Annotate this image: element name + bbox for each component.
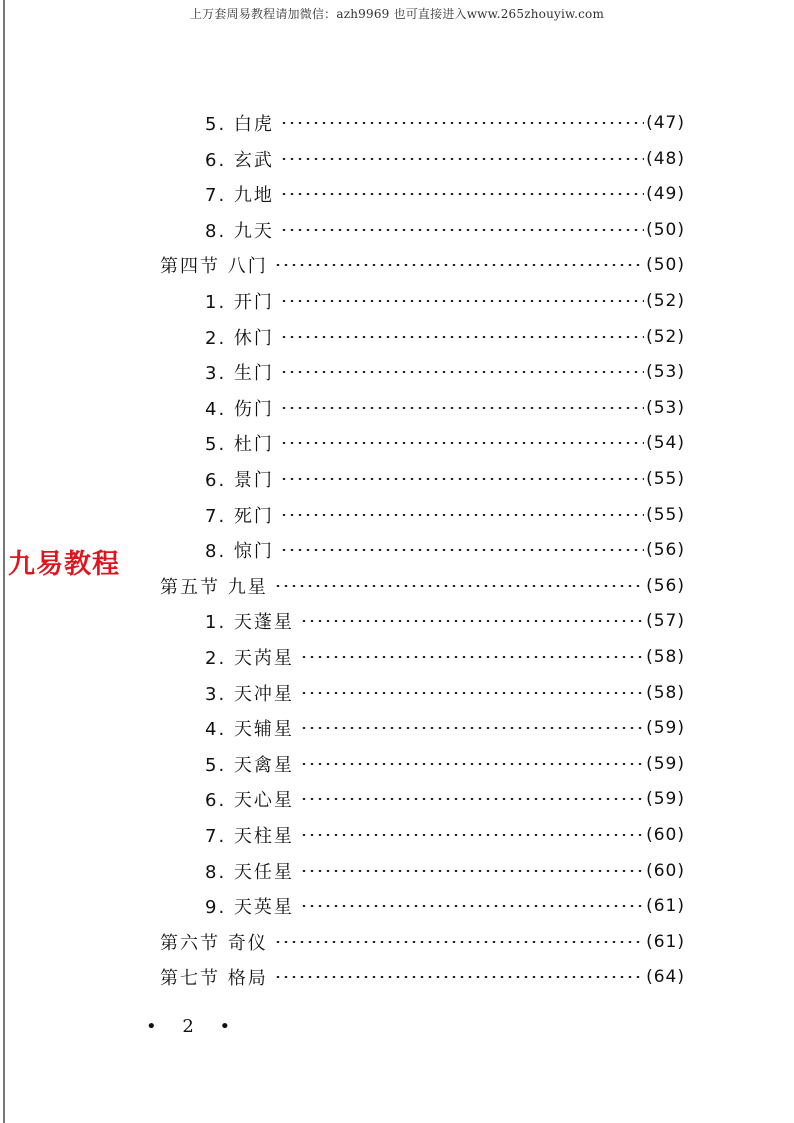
toc-page-number: (53): [646, 397, 685, 418]
toc-page-number: (58): [646, 647, 685, 667]
toc-entry-label: 6. 天心星: [205, 790, 294, 812]
toc-page-number: (48): [646, 148, 685, 169]
toc-entry-label: 8. 九天: [205, 220, 274, 242]
toc-page-number: (47): [646, 113, 685, 133]
toc-item-row: [205, 748, 685, 780]
toc-entry-label: 5. 杜门: [205, 434, 274, 456]
toc-entry-label: 7. 天柱星: [205, 826, 294, 847]
toc-page-number: (64): [646, 967, 685, 988]
toc-entry-label: 7. 九地: [205, 185, 274, 207]
toc-page-number: (49): [646, 184, 685, 205]
toc-page-number: (60): [646, 860, 685, 881]
toc-dot-leader: [280, 229, 644, 231]
toc-item-row: [205, 499, 685, 531]
toc-item-row: [205, 605, 685, 637]
toc-entry-label: 第六节 奇仪: [160, 932, 268, 954]
toc-entry-label: 6. 玄武: [205, 149, 274, 171]
toc-section-row: [160, 926, 685, 958]
toc-dot-leader: [300, 905, 644, 907]
toc-item-row: [205, 356, 685, 388]
toc-item-row: [205, 321, 685, 353]
toc-page-number: (61): [646, 931, 685, 952]
toc-item-row: [205, 641, 685, 673]
toc-page-number: (60): [646, 825, 685, 845]
toc-entry-label: 6. 景门: [205, 470, 274, 491]
toc-dot-leader: [300, 656, 644, 658]
toc-item-row: [205, 712, 685, 744]
toc-page-number: (59): [646, 789, 685, 810]
toc-dot-leader: [300, 692, 644, 694]
toc-dot-leader: [274, 941, 644, 943]
toc-page-number: (58): [646, 682, 685, 703]
toc-entry-label: 第四节 八门: [160, 256, 268, 278]
toc-item-row: [205, 178, 685, 210]
toc-dot-leader: [300, 727, 644, 729]
toc-item-row: [205, 783, 685, 815]
toc-entry-label: 第五节 九星: [160, 576, 268, 598]
toc-page-number: (56): [646, 575, 685, 596]
toc-item-row: [205, 890, 685, 922]
toc-dot-leader: [300, 620, 644, 622]
toc-page-number: (57): [646, 611, 685, 632]
toc-item-row: [205, 107, 685, 139]
toc-item-row: [205, 214, 685, 246]
toc-entry-label: 3. 天冲星: [205, 683, 294, 705]
toc-page-number: (55): [646, 469, 685, 489]
toc-entry-label: 1. 天蓬星: [205, 612, 294, 634]
toc-section-row: [160, 570, 685, 602]
toc-item-row: [205, 855, 685, 887]
toc-entry-label: 9. 天英星: [205, 897, 294, 919]
toc-dot-leader: [280, 549, 644, 551]
toc-entry-label: 8. 天任星: [205, 861, 294, 883]
toc-page-number: (54): [646, 433, 685, 454]
toc-entry-label: 3. 生门: [205, 363, 274, 385]
toc-entry-label: 7. 死门: [205, 505, 274, 527]
toc-entry-label: 2. 天芮星: [205, 648, 294, 669]
toc-item-row: [205, 463, 685, 495]
toc-item-row: [205, 677, 685, 709]
toc-entry-label: 5. 白虎: [205, 114, 274, 135]
toc-dot-leader: [300, 798, 644, 800]
toc-dot-leader: [300, 870, 644, 872]
toc-page-number: (50): [646, 219, 685, 240]
toc-dot-leader: [280, 122, 644, 124]
toc-entry-label: 4. 天辅星: [205, 719, 294, 741]
toc-item-row: [205, 819, 685, 851]
toc-entry-label: 8. 惊门: [205, 541, 274, 563]
toc-page-number: (56): [646, 540, 685, 561]
toc-entry-label: 4. 伤门: [205, 398, 274, 420]
page-left-edge: [3, 0, 5, 1123]
toc-page-number: (53): [646, 362, 685, 383]
watermark-logo: 九易教程: [8, 549, 120, 580]
toc-entry-label: 1. 开门: [205, 292, 274, 313]
toc-item-row: [205, 534, 685, 566]
toc-item-row: [205, 392, 685, 424]
toc-dot-leader: [280, 371, 644, 373]
toc-dot-leader: [280, 407, 644, 409]
toc-page-number: (55): [646, 504, 685, 525]
toc-dot-leader: [274, 264, 644, 266]
toc-dot-leader: [280, 158, 644, 160]
toc-dot-leader: [300, 834, 644, 836]
toc-dot-leader: [280, 478, 644, 480]
toc-entry-label: 2. 休门: [205, 327, 274, 349]
toc-dot-leader: [280, 442, 644, 444]
toc-dot-leader: [300, 763, 644, 765]
toc-dot-leader: [280, 514, 644, 516]
toc-item-row: [205, 285, 685, 317]
toc-dot-leader: [280, 300, 644, 302]
toc-page-number: (52): [646, 326, 685, 347]
toc-dot-leader: [280, 336, 644, 338]
toc-section-row: [160, 961, 685, 993]
toc-page-number: (59): [646, 718, 685, 739]
toc-dot-leader: [274, 585, 644, 587]
toc-entry-label: 5. 天禽星: [205, 754, 294, 776]
page-header: 上万套周易教程请加微信：azh9969 也可直接进入www.265zhouyiw.com: [189, 7, 605, 21]
toc-dot-leader: [274, 976, 644, 978]
toc-page-number: (61): [646, 896, 685, 917]
toc-dot-leader: [280, 193, 644, 195]
toc-item-row: [205, 427, 685, 459]
page-number: • 2 •: [146, 1016, 241, 1037]
toc-page-number: (52): [646, 291, 685, 311]
toc-page-number: (59): [646, 753, 685, 774]
toc-entry-label: 第七节 格局: [160, 968, 268, 990]
toc-section-row: [160, 249, 685, 281]
toc-item-row: [205, 143, 685, 175]
toc-page-number: (50): [646, 255, 685, 276]
